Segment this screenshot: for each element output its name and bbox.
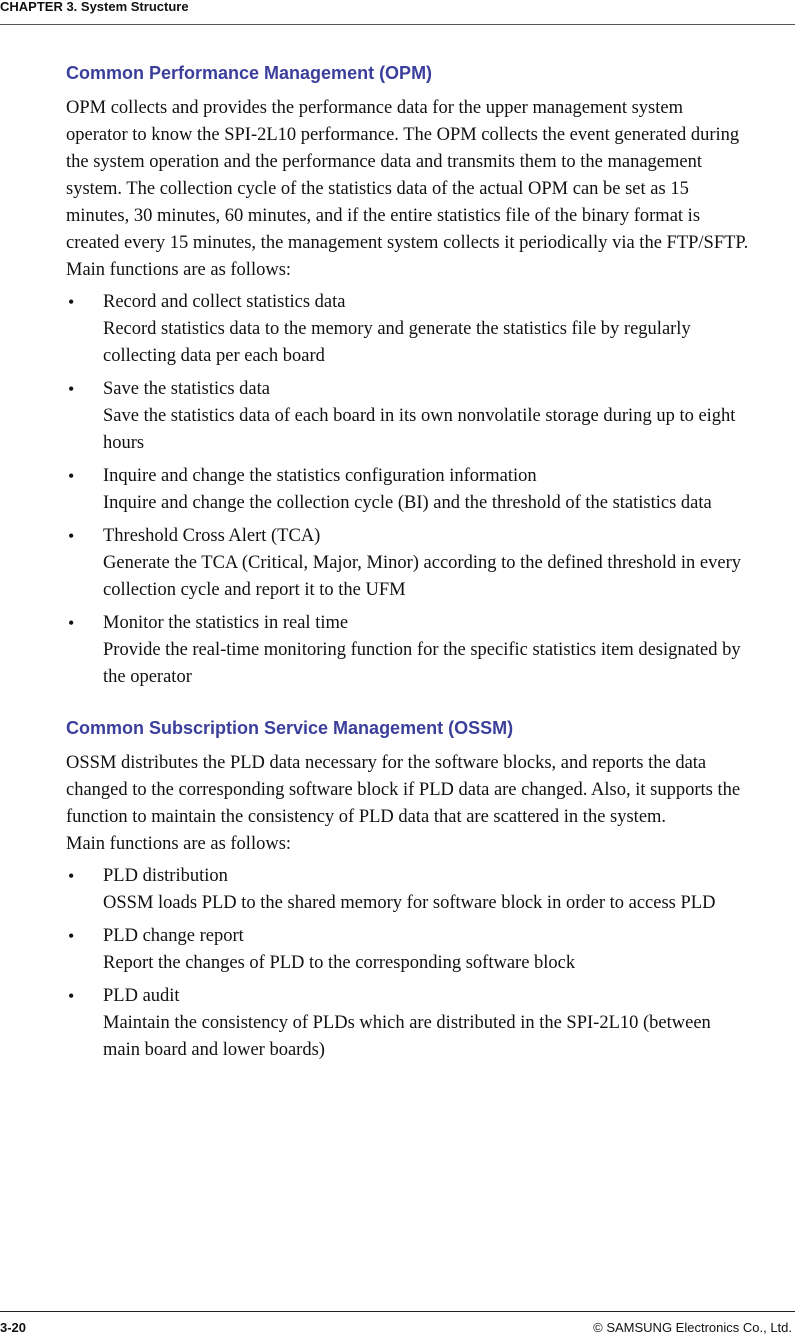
- item-desc: collecting data per each board: [103, 346, 325, 366]
- document-body: [66, 58, 794, 1070]
- running-header: [0, 0, 795, 25]
- item-desc: Save the statistics data of each board in its own nonvolatile storage during up to eight: [103, 406, 736, 426]
- list-item: [66, 610, 794, 691]
- intro-line: the system operation and the performance data and transmits them to the management: [66, 152, 702, 172]
- item-desc: Inquire and change the collection cycle (BI) and the threshold of the statistics data: [103, 493, 712, 513]
- item-desc: Maintain the consistency of PLDs which are distributed in the SPI-2L10 (between: [103, 1013, 711, 1033]
- section-opm: [66, 58, 794, 691]
- item-desc: Record statistics data to the memory and generate the statistics file by regularly: [103, 319, 691, 339]
- bullet-icon: •: [68, 613, 75, 633]
- intro-line: OPM collects and provides the performance data for the upper management system: [66, 98, 683, 118]
- functions-list: [66, 289, 794, 691]
- item-desc: main board and lower boards): [103, 1040, 325, 1060]
- list-item: [66, 923, 794, 977]
- bullet-icon: •: [68, 292, 75, 312]
- list-item: [66, 863, 794, 917]
- list-item: [66, 463, 794, 517]
- item-title: Monitor the statistics in real time: [103, 613, 349, 633]
- item-desc: Provide the real-time monitoring function for the specific statistics item designated by: [103, 640, 741, 660]
- item-desc: hours: [103, 433, 145, 453]
- section-heading: Common Performance Management (OPM): [66, 63, 433, 83]
- item-title: Record and collect statistics data: [103, 292, 346, 312]
- item-title: PLD audit: [103, 986, 180, 1006]
- intro-line: minutes, 30 minutes, 60 minutes, and if the entire statistics file of the binary format is: [66, 206, 701, 226]
- item-title: Threshold Cross Alert (TCA): [103, 526, 321, 546]
- intro-line: OSSM distributes the PLD data necessary for the software blocks, and reports the data: [66, 753, 707, 773]
- section-intro: [66, 95, 794, 257]
- item-desc: collection cycle and report it to the UFM: [103, 580, 406, 600]
- section-intro: [66, 750, 794, 831]
- intro-line: function to maintain the consistency of PLD data that are scattered in the system.: [66, 807, 667, 827]
- functions-list: [66, 863, 794, 1064]
- section-spacer: [66, 697, 794, 713]
- intro-line: created every 15 minutes, the management system collects it periodically via the FTP/SFTP.: [66, 233, 749, 253]
- copyright-notice: © SAMSUNG Electronics Co., Ltd.: [593, 1320, 792, 1335]
- section-ossm: [66, 713, 794, 1064]
- functions-lead-in: Main functions are as follows:: [66, 260, 292, 280]
- item-desc: Report the changes of PLD to the corresponding software block: [103, 953, 576, 973]
- bullet-icon: •: [68, 986, 75, 1006]
- intro-line: changed to the corresponding software block if PLD data are changed. Also, it supports the: [66, 780, 741, 800]
- item-title: PLD change report: [103, 926, 244, 946]
- item-desc: OSSM loads PLD to the shared memory for software block in order to access PLD: [103, 893, 716, 913]
- item-desc: the operator: [103, 667, 192, 687]
- page-number: 3-20: [0, 1320, 27, 1335]
- list-item: [66, 376, 794, 457]
- list-item: [66, 289, 794, 370]
- intro-line: system. The collection cycle of the statistics data of the actual OPM can be set as 15: [66, 179, 689, 199]
- list-item: [66, 523, 794, 604]
- bullet-icon: •: [68, 466, 75, 486]
- bullet-icon: •: [68, 866, 75, 886]
- list-item: [66, 983, 794, 1064]
- item-desc: Generate the TCA (Critical, Major, Minor) according to the defined threshold in every: [103, 553, 741, 573]
- intro-line: operator to know the SPI-2L10 performance. The OPM collects the event generated during: [66, 125, 740, 145]
- item-title: Save the statistics data: [103, 379, 270, 399]
- section-heading: Common Subscription Service Management (OSSM): [66, 718, 514, 738]
- functions-lead-in: Main functions are as follows:: [66, 834, 292, 854]
- bullet-icon: •: [68, 926, 75, 946]
- chapter-title: CHAPTER 3. System Structure: [0, 0, 189, 14]
- bullet-icon: •: [68, 526, 75, 546]
- item-title: Inquire and change the statistics configuration information: [103, 466, 537, 486]
- page-footer: [0, 1311, 795, 1337]
- item-title: PLD distribution: [103, 866, 228, 886]
- bullet-icon: •: [68, 379, 75, 399]
